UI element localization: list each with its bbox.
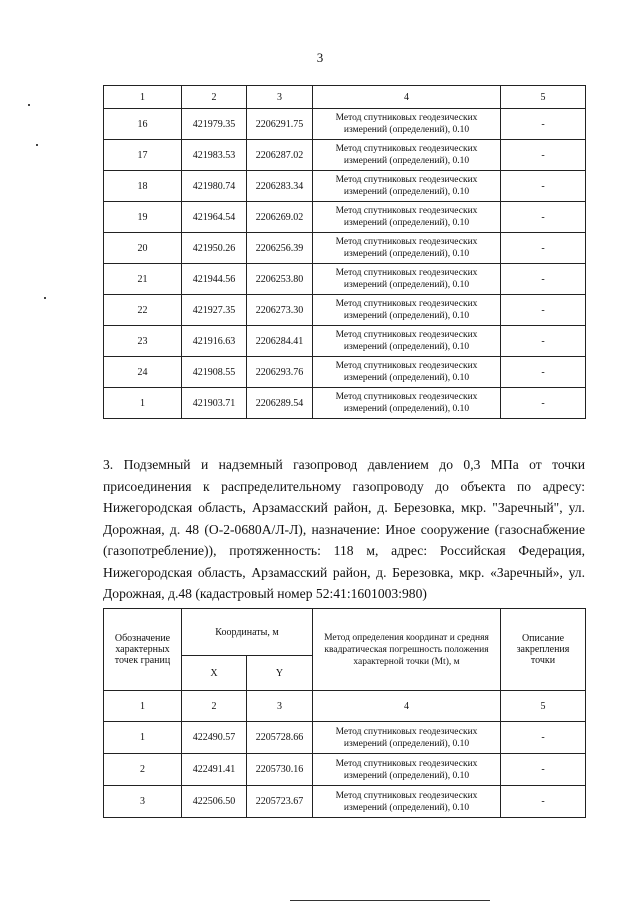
coord-x: 421908.55 (182, 357, 247, 388)
coord-y: 2206256.39 (247, 233, 313, 264)
point-id: 22 (104, 295, 182, 326)
col-number: 4 (313, 691, 501, 722)
footer-rule (290, 900, 490, 901)
description: - (501, 171, 586, 202)
col-number: 1 (104, 691, 182, 722)
col-number: 5 (501, 691, 586, 722)
point-id: 20 (104, 233, 182, 264)
method: Метод спутниковых геодезических измерений (определений), 0.10 (313, 722, 501, 754)
table-row (104, 295, 586, 326)
description: - (501, 264, 586, 295)
method: Метод спутниковых геодезических измерений (определений), 0.10 (313, 326, 501, 357)
coord-x: 422491.41 (182, 754, 247, 786)
coord-y: 2206289.54 (247, 388, 313, 419)
point-id: 17 (104, 140, 182, 171)
col-number: 4 (313, 86, 501, 109)
point-id: 1 (104, 722, 182, 754)
method: Метод спутниковых геодезических измерений (определений), 0.10 (313, 357, 501, 388)
table-number-row (104, 86, 586, 109)
table-row (104, 754, 586, 786)
y-header: Y (247, 656, 313, 691)
col-number: 5 (501, 86, 586, 109)
table-row (104, 722, 586, 754)
table-row (104, 171, 586, 202)
table-header-row (104, 609, 586, 656)
coord-x: 421964.54 (182, 202, 247, 233)
coord-x: 421916.63 (182, 326, 247, 357)
coord-y: 2206269.02 (247, 202, 313, 233)
table-row (104, 264, 586, 295)
method: Метод спутниковых геодезических измерений (определений), 0.10 (313, 109, 501, 140)
section-3-paragraph: 3. Подземный и надземный газопровод давлением до 0,3 МПа от точки присоединения к распределительному газопроводу до объекта по адресу: Нижегородская область, Арзамасский район, д. Березовка, мкр. "Заречный", ул. Дорожная, д. 48 (О-2-0680А/Л-Л), назначение: Иное сооружение (газоснабжение (газопотребление)), протяженность: 118 м, адрес: Российская Федерация, Нижегородская область, Арзамасский район, д. Березовка, мкр. «Заречный», ул. Дорожная, д.48 (кадастровый номер 52:41:1601003:980) (103, 457, 585, 601)
method: Метод спутниковых геодезических измерений (определений), 0.10 (313, 786, 501, 818)
x-header: X (182, 656, 247, 691)
scan-speck (44, 297, 46, 299)
coord-y: 2205723.67 (247, 786, 313, 818)
point-id: 2 (104, 754, 182, 786)
method: Метод спутниковых геодезических измерений (определений), 0.10 (313, 233, 501, 264)
method: Метод спутниковых геодезических измерений (определений), 0.10 (313, 171, 501, 202)
coord-y: 2206291.75 (247, 109, 313, 140)
table-row (104, 109, 586, 140)
col-number: 2 (182, 691, 247, 722)
coord-x: 421950.26 (182, 233, 247, 264)
description: - (501, 754, 586, 786)
description: - (501, 388, 586, 419)
method: Метод спутниковых геодезических измерений (определений), 0.10 (313, 754, 501, 786)
description: - (501, 722, 586, 754)
coord-x: 422490.57 (182, 722, 247, 754)
scan-speck (36, 144, 38, 146)
table-row (104, 233, 586, 264)
description: - (501, 786, 586, 818)
point-id: 21 (104, 264, 182, 295)
coord-y: 2206253.80 (247, 264, 313, 295)
description: - (501, 140, 586, 171)
method: Метод спутниковых геодезических измерений (определений), 0.10 (313, 388, 501, 419)
method: Метод спутниковых геодезических измерений (определений), 0.10 (313, 140, 501, 171)
coord-x: 421944.56 (182, 264, 247, 295)
point-id: 3 (104, 786, 182, 818)
col-number: 3 (247, 691, 313, 722)
description: - (501, 357, 586, 388)
description: - (501, 202, 586, 233)
coordinates-table-continued (103, 85, 586, 419)
coord-x: 421927.35 (182, 295, 247, 326)
coordinates-table-section-3 (103, 608, 586, 818)
coord-y: 2206293.76 (247, 357, 313, 388)
coord-x: 421903.71 (182, 388, 247, 419)
coord-x: 421983.53 (182, 140, 247, 171)
table-row (104, 786, 586, 818)
method: Метод спутниковых геодезических измерений (определений), 0.10 (313, 202, 501, 233)
coord-y: 2206273.30 (247, 295, 313, 326)
point-designation-header: Обозначение характерных точек границ (104, 609, 182, 691)
coord-x: 421980.74 (182, 171, 247, 202)
table-row (104, 357, 586, 388)
col-number: 3 (247, 86, 313, 109)
table-row (104, 140, 586, 171)
coord-x: 422506.50 (182, 786, 247, 818)
table-row (104, 202, 586, 233)
coord-y: 2205730.16 (247, 754, 313, 786)
point-id: 19 (104, 202, 182, 233)
col-number: 1 (104, 86, 182, 109)
table-row (104, 388, 586, 419)
point-id: 16 (104, 109, 182, 140)
coord-y: 2206284.41 (247, 326, 313, 357)
point-id: 23 (104, 326, 182, 357)
coord-x: 421979.35 (182, 109, 247, 140)
description: - (501, 233, 586, 264)
table-row (104, 326, 586, 357)
table-number-row (104, 691, 586, 722)
description: - (501, 109, 586, 140)
coord-y: 2206283.34 (247, 171, 313, 202)
description-header: Описание закрепления точки (501, 609, 586, 691)
description: - (501, 295, 586, 326)
scan-speck (28, 104, 30, 106)
col-number: 2 (182, 86, 247, 109)
coord-y: 2206287.02 (247, 140, 313, 171)
method: Метод спутниковых геодезических измерений (определений), 0.10 (313, 264, 501, 295)
point-id: 1 (104, 388, 182, 419)
point-id: 24 (104, 357, 182, 388)
coordinates-header: Координаты, м (182, 609, 313, 656)
page-number: 3 (316, 50, 324, 65)
coord-y: 2205728.66 (247, 722, 313, 754)
method: Метод спутниковых геодезических измерений (определений), 0.10 (313, 295, 501, 326)
method-header: Метод определения координат и средняя квадратическая погрешность положения характерной точки (Mt), м (313, 609, 501, 691)
point-id: 18 (104, 171, 182, 202)
description: - (501, 326, 586, 357)
